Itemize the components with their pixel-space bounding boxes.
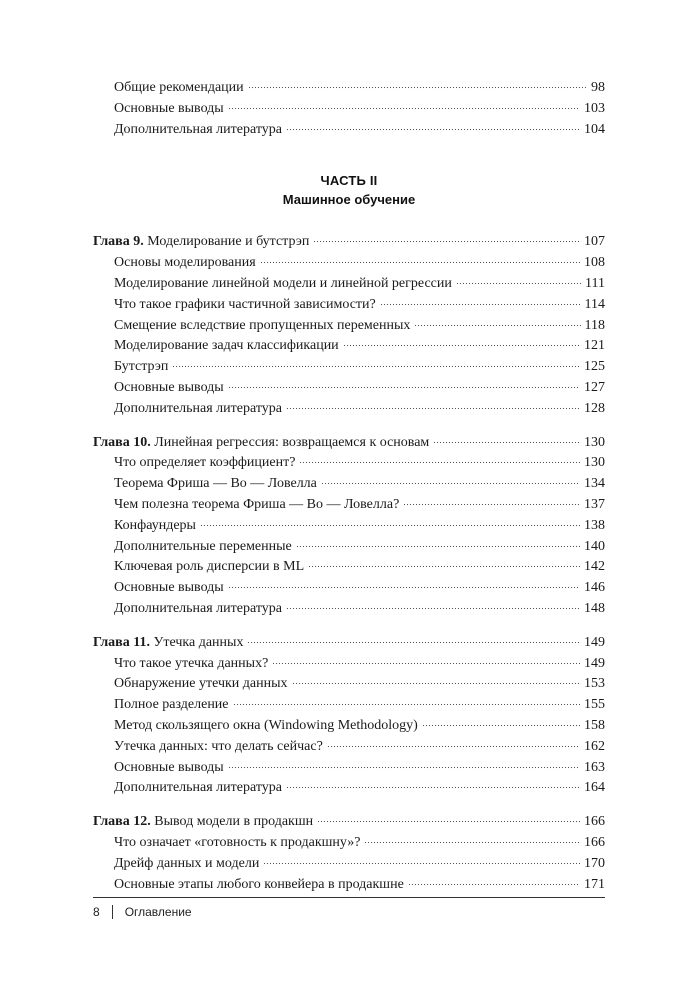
toc-section-row[interactable] xyxy=(93,295,605,316)
footer-separator xyxy=(112,905,113,919)
toc-section-row[interactable] xyxy=(93,578,605,599)
section-title: Основные выводы xyxy=(114,379,224,395)
page-ref: 166 xyxy=(584,814,605,830)
toc-section-row[interactable] xyxy=(93,833,605,854)
section-title: Чем полезна теорема Фриша — Во — Ловелла? xyxy=(114,496,400,512)
toc-section-row[interactable] xyxy=(93,316,605,337)
page-ref: 103 xyxy=(584,100,605,116)
page-ref: 130 xyxy=(584,455,605,471)
dot-leader xyxy=(321,482,580,485)
chapter-title xyxy=(93,633,243,654)
toc-chapter-row[interactable] xyxy=(93,812,605,833)
section-title: Основные этапы любого конвейера в продакшне xyxy=(114,876,404,892)
page-footer xyxy=(93,905,192,919)
section-title: Утечка данных: что делать сейчас? xyxy=(114,738,323,754)
section-title: Дополнительная литература xyxy=(114,121,282,137)
toc-section-row[interactable] xyxy=(93,78,605,99)
toc-section-row[interactable] xyxy=(93,453,605,474)
page-ref: 163 xyxy=(584,759,605,775)
dot-leader xyxy=(247,641,580,644)
dot-leader xyxy=(308,565,580,568)
page-ref: 121 xyxy=(584,338,605,354)
section-title: Метод скользящего окна (Windowing Methodology) xyxy=(114,717,418,733)
dot-leader xyxy=(364,841,580,844)
section-title: Основные выводы xyxy=(114,759,224,775)
chapter-gap xyxy=(93,620,605,633)
toc-section-row[interactable] xyxy=(93,378,605,399)
page-ref: 149 xyxy=(584,655,605,671)
chapter-title xyxy=(93,433,429,454)
chapter-gap xyxy=(93,799,605,812)
section-title: Дополнительная литература xyxy=(114,780,282,796)
dot-leader xyxy=(233,703,580,706)
toc-section-row[interactable] xyxy=(93,474,605,495)
dot-leader xyxy=(296,545,580,548)
section-title: Обнаружение утечки данных xyxy=(114,676,288,692)
dot-leader xyxy=(317,820,580,823)
toc-section-row[interactable] xyxy=(93,557,605,578)
chapter-title xyxy=(93,232,309,253)
toc-section-row[interactable] xyxy=(93,854,605,875)
page-ref: 155 xyxy=(584,697,605,713)
section-title: Ключевая роль дисперсии в ML xyxy=(114,559,305,575)
page-ref: 127 xyxy=(584,379,605,395)
page-ref: 104 xyxy=(584,121,605,137)
toc-section-row[interactable] xyxy=(93,120,605,141)
section-title: Основные выводы xyxy=(114,580,224,596)
section-title: Дополнительная литература xyxy=(114,400,282,416)
section-title: Конфаундеры xyxy=(114,517,196,533)
chapter-title-text: Утечка данных xyxy=(153,634,244,650)
part-heading xyxy=(93,172,605,210)
section-title: Теорема Фриша — Во — Ловелла xyxy=(114,476,317,492)
chapter-number: Глава 11. xyxy=(93,634,150,650)
toc-chapter-row[interactable] xyxy=(93,633,605,654)
dot-leader xyxy=(272,662,580,665)
section-title: Моделирование задач классификации xyxy=(114,338,339,354)
page-ref: 130 xyxy=(584,434,605,450)
toc-chapter-row[interactable] xyxy=(93,232,605,253)
section-title: Дополнительные переменные xyxy=(114,538,292,554)
page-ref: 164 xyxy=(584,780,605,796)
section-title: Что означает «готовность к продакшну»? xyxy=(114,834,361,850)
toc-section-row[interactable] xyxy=(93,758,605,779)
section-title: Общие рекомендации xyxy=(114,80,244,95)
chapter-title xyxy=(93,812,313,833)
toc-section-row[interactable] xyxy=(93,716,605,737)
toc-chapter-row[interactable] xyxy=(93,433,605,454)
dot-leader xyxy=(327,745,580,748)
dot-leader xyxy=(228,107,580,110)
part-title: Машинное обучение xyxy=(282,192,416,208)
dot-leader xyxy=(263,862,580,865)
toc-section-row[interactable] xyxy=(93,99,605,120)
page-ref: 137 xyxy=(584,496,605,512)
toc-pre-section xyxy=(93,78,605,140)
section-title: Дополнительная литература xyxy=(114,600,282,616)
dot-leader xyxy=(433,441,580,444)
chapter-title-text: Моделирование и бутстрэп xyxy=(147,234,310,250)
dot-leader xyxy=(292,682,580,685)
toc-section-row[interactable] xyxy=(93,875,605,896)
chapters-list xyxy=(93,232,605,895)
page-ref: 125 xyxy=(584,359,605,375)
toc-section-row[interactable] xyxy=(93,674,605,695)
chapter-gap xyxy=(93,420,605,433)
page-ref: 142 xyxy=(584,559,605,575)
toc-section-row[interactable] xyxy=(93,336,605,357)
dot-leader xyxy=(414,324,580,327)
section-title: Полное разделение xyxy=(114,697,229,713)
page-ref: 146 xyxy=(584,580,605,596)
chapter-number: Глава 10. xyxy=(93,434,151,450)
toc-section-row[interactable] xyxy=(93,516,605,537)
toc-section-row[interactable] xyxy=(93,274,605,295)
page-ref: 138 xyxy=(584,517,605,533)
section-title: Что такое утечка данных? xyxy=(114,655,269,671)
section-title: Бутстрэп xyxy=(114,359,169,375)
dot-leader xyxy=(228,766,580,769)
chapter-number: Глава 12. xyxy=(93,814,151,830)
chapter-number: Глава 9. xyxy=(93,234,144,250)
section-title: Основы моделирования xyxy=(114,255,256,271)
dot-leader xyxy=(200,524,580,527)
page-ref: 170 xyxy=(584,855,605,871)
page-ref: 148 xyxy=(584,600,605,616)
toc-section-row[interactable] xyxy=(93,599,605,620)
running-header-section: Оглавление xyxy=(124,905,192,919)
page-ref: 153 xyxy=(584,676,605,692)
toc-section-row[interactable] xyxy=(93,495,605,516)
page-ref: 118 xyxy=(584,317,605,333)
dot-leader xyxy=(286,607,580,610)
dot-leader xyxy=(456,282,581,285)
dot-leader xyxy=(228,586,580,589)
section-title: Основные выводы xyxy=(114,100,224,116)
dot-leader xyxy=(260,261,580,264)
page-ref: 107 xyxy=(584,234,605,250)
page-ref: 162 xyxy=(584,738,605,754)
dot-leader xyxy=(172,365,580,368)
toc-section-row[interactable] xyxy=(93,654,605,675)
table-of-contents xyxy=(93,78,605,895)
page-ref: 128 xyxy=(584,400,605,416)
toc-section-row[interactable] xyxy=(93,537,605,558)
section-title: Дрейф данных и модели xyxy=(114,855,260,871)
page-ref: 134 xyxy=(584,476,605,492)
footer-rule xyxy=(93,897,605,898)
page-ref: 158 xyxy=(584,717,605,733)
dot-leader xyxy=(380,303,581,306)
page-ref: 140 xyxy=(584,538,605,554)
section-title: Что такое графики частичной зависимости? xyxy=(114,296,376,312)
chapter-title-text: Вывод модели в продакшн xyxy=(154,814,314,830)
part-label: ЧАСТЬ II xyxy=(320,173,378,189)
page-ref: 98 xyxy=(591,80,605,95)
toc-section-row[interactable] xyxy=(93,399,605,420)
dot-leader xyxy=(343,344,580,347)
dot-leader xyxy=(228,386,580,389)
dot-leader xyxy=(286,407,580,410)
dot-leader xyxy=(286,128,580,131)
dot-leader xyxy=(408,883,580,886)
page-ref: 114 xyxy=(584,296,605,312)
dot-leader xyxy=(286,786,580,789)
page-ref: 111 xyxy=(585,275,605,291)
toc-section-row[interactable] xyxy=(93,695,605,716)
page-ref: 171 xyxy=(584,876,605,892)
page-ref: 166 xyxy=(584,834,605,850)
toc-section-row[interactable] xyxy=(93,253,605,274)
dot-leader xyxy=(313,240,580,243)
toc-section-row[interactable] xyxy=(93,778,605,799)
toc-section-row[interactable] xyxy=(93,357,605,378)
page-ref: 149 xyxy=(584,634,605,650)
section-title: Что определяет коэффициент? xyxy=(114,455,296,471)
page-number: 8 xyxy=(93,905,100,919)
chapter-title-text: Линейная регрессия: возвращаемся к основам xyxy=(154,434,430,450)
page-ref: 108 xyxy=(584,255,605,271)
dot-leader xyxy=(299,461,580,464)
section-title: Моделирование линейной модели и линейной регрессии xyxy=(114,275,452,291)
dot-leader xyxy=(422,724,580,727)
dot-leader xyxy=(248,86,587,89)
section-title: Смещение вследствие пропущенных переменных xyxy=(114,317,411,333)
dot-leader xyxy=(403,503,580,506)
toc-section-row[interactable] xyxy=(93,737,605,758)
